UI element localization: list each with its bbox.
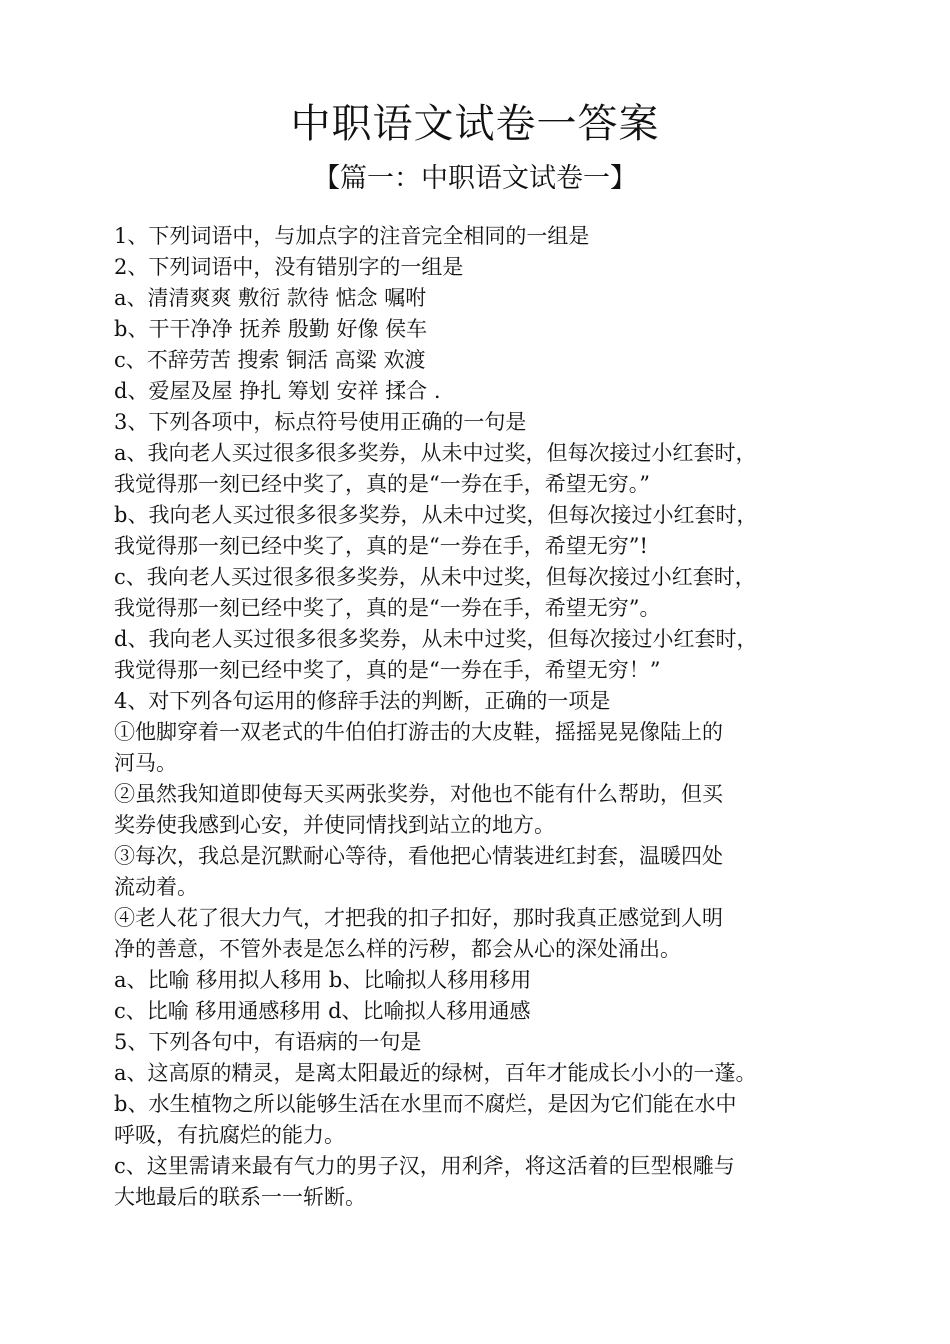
text-line: 河马。 [114, 751, 177, 775]
text-line: b、水生植物之所以能够生活在水里而不腐烂，是因为它们能在水中 [114, 1092, 737, 1116]
text-line: 4、对下列各句运用的修辞手法的判断，正确的一项是 [114, 689, 611, 713]
document-title: 中职语文试卷一答案 [290, 101, 660, 147]
text-line: a、比喻 移用拟人移用 b、比喻拟人移用移用 [114, 968, 532, 992]
text-line: a、这高原的精灵，是离太阳最近的绿树，百年才能成长小小的一蓬。 [114, 1061, 757, 1085]
text-line: 奖券使我感到心安，并使同情找到站立的地方。 [114, 813, 555, 837]
document-body [114, 221, 854, 1213]
text-line: a、清清爽爽 敷衍 款待 惦念 嘱咐 [114, 286, 427, 310]
text-line: b、我向老人买过很多很多奖券，从未中过奖，但每次接过小红套时， [114, 503, 758, 527]
text-line: d、爱屋及屋 挣扎 筹划 安祥 揉合 . [114, 379, 441, 403]
text-line: 我觉得那一刻已经中奖了，真的是“一券在手，希望无穷”。 [114, 596, 661, 620]
text-line: 净的善意，不管外表是怎么样的污秽，都会从心的深处涌出。 [114, 937, 681, 961]
text-line: 5、下列各句中，有语病的一句是 [114, 1030, 422, 1054]
text-line: 大地最后的联系一一斩断。 [114, 1185, 366, 1209]
text-line: 我觉得那一刻已经中奖了，真的是“一券在手，希望无穷！” [114, 658, 661, 682]
text-line: 我觉得那一刻已经中奖了，真的是“一券在手，希望无穷。” [114, 472, 650, 496]
text-line: ①他脚穿着一双老式的牛伯伯打游击的大皮鞋，摇摇晃晃像陆上的 [114, 720, 723, 744]
text-line: c、我向老人买过很多很多奖券，从未中过奖，但每次接过小红套时， [114, 565, 756, 589]
text-line: ④老人花了很大力气，才把我的扣子扣好，那时我真正感觉到人明 [114, 906, 723, 930]
text-line: ②虽然我知道即使每天买两张奖券，对他也不能有什么帮助，但买 [114, 782, 723, 806]
text-line: 2、下列词语中，没有错别字的一组是 [114, 255, 464, 279]
text-line: 1、下列词语中，与加点字的注音完全相同的一组是 [114, 224, 590, 248]
text-line: 流动着。 [114, 875, 198, 899]
text-line: ③每次，我总是沉默耐心等待，看他把心情装进红封套，温暖四处 [114, 844, 723, 868]
text-line: 3、下列各项中，标点符号使用正确的一句是 [114, 410, 527, 434]
text-line: 我觉得那一刻已经中奖了，真的是“一券在手，希望无穷”! [114, 534, 648, 558]
text-line: 呼吸，有抗腐烂的能力。 [114, 1123, 345, 1147]
text-line: c、比喻 移用通感移用 d、比喻拟人移用通感 [114, 999, 531, 1023]
text-line: c、不辞劳苦 搜索 铜活 高粱 欢渡 [114, 348, 426, 372]
text-line: b、干干净净 抚养 殷勤 好像 侯车 [114, 317, 428, 341]
text-line: c、这里需请来最有气力的男子汉，用利斧，将这活着的巨型根雕与 [114, 1154, 735, 1178]
text-line: a、我向老人买过很多很多奖券，从未中过奖，但每次接过小红套时， [114, 441, 757, 465]
text-line: d、我向老人买过很多很多奖券，从未中过奖，但每次接过小红套时， [114, 627, 758, 651]
document-subtitle: 【篇一：中职语文试卷一】 [313, 163, 637, 194]
